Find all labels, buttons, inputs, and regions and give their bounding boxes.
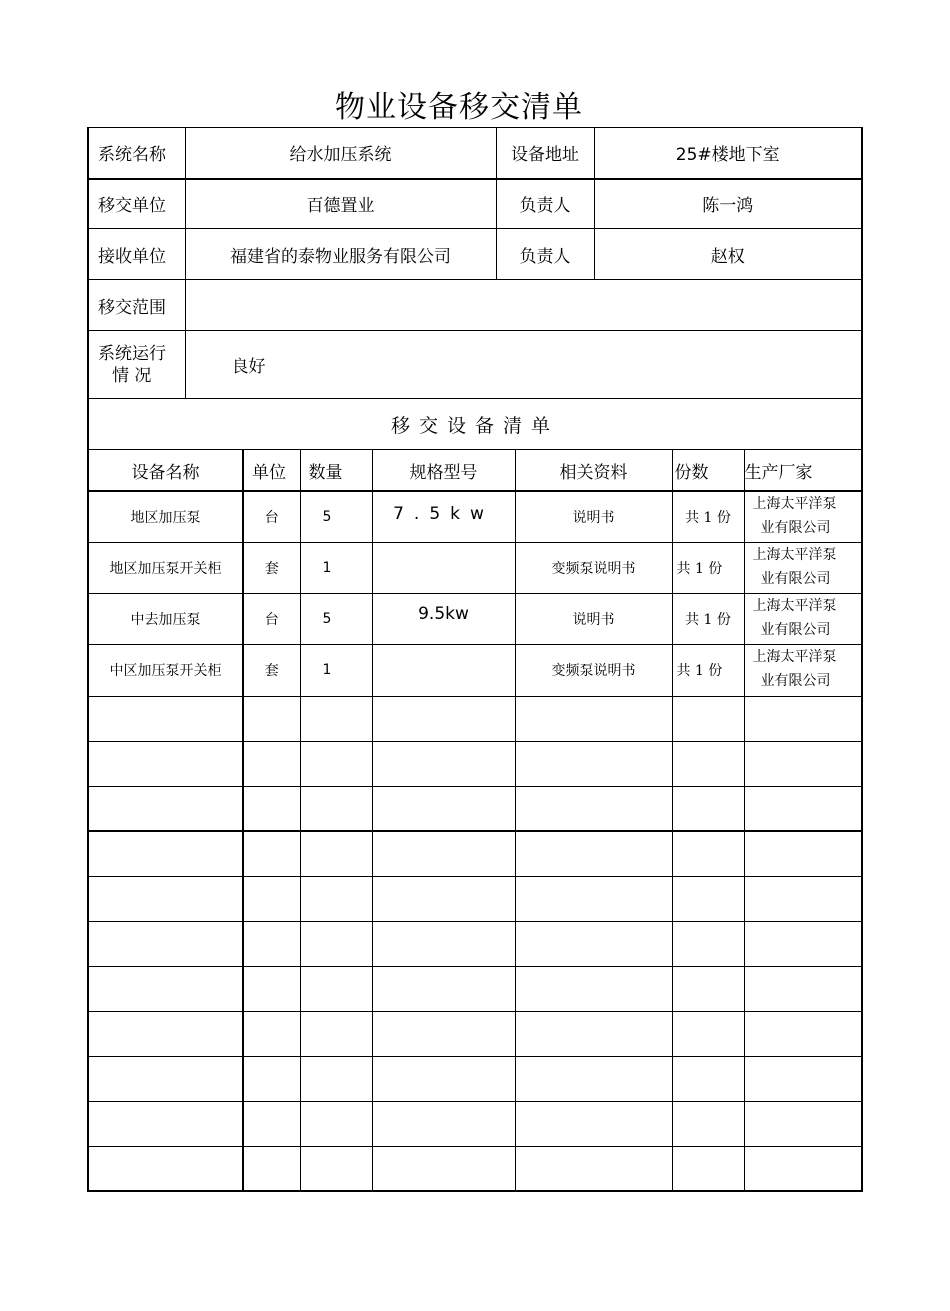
info-row-handover xyxy=(88,179,862,229)
manufacturer-line1: 上海太平洋泵 xyxy=(752,546,837,563)
equipment-unit: 台 xyxy=(243,593,300,644)
handover-unit-label: 移交单位 xyxy=(88,179,185,229)
status-label xyxy=(88,331,185,399)
manufacturer-line1: 上海太平洋泵 xyxy=(752,496,837,512)
empty-row xyxy=(88,1101,862,1146)
manufacturer-line2: 业有限公司 xyxy=(760,570,831,587)
handover-person-label: 负责人 xyxy=(496,179,594,229)
equipment-doc: 说明书 xyxy=(515,491,672,542)
info-row-system xyxy=(88,128,862,179)
info-row-scope xyxy=(88,280,862,331)
equipment-header-row xyxy=(88,450,862,492)
manufacturer-line2: 业有限公司 xyxy=(760,621,831,638)
info-row-receiving xyxy=(88,229,862,280)
manufacturer-line1: 上海太平洋泵 xyxy=(752,597,837,614)
equipment-name: 中区加压泵开关柜 xyxy=(88,644,243,696)
empty-row xyxy=(88,921,862,966)
header-qty: 数量 xyxy=(300,450,372,492)
header-doc: 相关资料 xyxy=(515,450,672,492)
manufacturer-line1: 上海太平洋泵 xyxy=(752,648,837,665)
equipment-list-title: 移交设备清单 xyxy=(88,399,862,450)
empty-row xyxy=(88,786,862,831)
equipment-qty: 1 xyxy=(300,542,372,593)
receiving-unit-label: 接收单位 xyxy=(88,229,185,280)
empty-row xyxy=(88,696,862,741)
header-unit: 单位 xyxy=(243,450,300,492)
empty-row xyxy=(88,741,862,786)
table-row xyxy=(88,593,862,644)
header-manufacturer: 生产厂家 xyxy=(744,450,862,492)
equipment-qty: 1 xyxy=(300,644,372,696)
equipment-doc: 变频泵说明书 xyxy=(515,644,672,696)
page-title: 物业设备移交清单 xyxy=(335,90,583,125)
equipment-spec xyxy=(372,644,515,696)
empty-row xyxy=(88,1146,862,1191)
header-spec: 规格型号 xyxy=(372,450,515,492)
empty-row xyxy=(88,966,862,1011)
table-row xyxy=(88,491,862,542)
equipment-table xyxy=(87,449,863,1192)
manufacturer-line2: 业有限公司 xyxy=(760,672,831,689)
scope-label: 移交范围 xyxy=(88,280,185,331)
status-value: 良好 xyxy=(185,331,862,399)
equipment-manufacturer xyxy=(744,644,862,696)
equipment-spec: 7.5kw xyxy=(372,491,515,542)
equipment-name: 地区加压泵开关柜 xyxy=(88,542,243,593)
equipment-copies: 共 1 份 xyxy=(672,593,744,644)
empty-row xyxy=(88,1056,862,1101)
equipment-name: 地区加压泵 xyxy=(88,491,243,542)
equipment-manufacturer xyxy=(744,593,862,644)
system-name-label: 系统名称 xyxy=(88,128,185,179)
receiving-unit-value: 福建省的泰物业服务有限公司 xyxy=(185,229,496,280)
manufacturer-line2: 业有限公司 xyxy=(760,520,831,536)
equipment-doc: 变频泵说明书 xyxy=(515,542,672,593)
equipment-spec xyxy=(372,542,515,593)
handover-unit-value: 百德置业 xyxy=(185,179,496,229)
header-copies: 份数 xyxy=(672,450,744,492)
receiving-person-label: 负责人 xyxy=(496,229,594,280)
equipment-manufacturer xyxy=(744,491,862,542)
equipment-unit: 台 xyxy=(243,491,300,542)
handover-info-table xyxy=(87,127,863,450)
equipment-name: 中去加压泵 xyxy=(88,593,243,644)
equipment-qty: 5 xyxy=(300,593,372,644)
equipment-copies: 共 1 份 xyxy=(672,491,744,542)
table-row xyxy=(88,542,862,593)
equipment-manufacturer xyxy=(744,542,862,593)
table-row xyxy=(88,644,862,696)
equipment-qty: 5 xyxy=(300,491,372,542)
status-label-line1: 系统运行 xyxy=(98,343,166,364)
equipment-copies: 共 1 份 xyxy=(672,644,744,696)
empty-row xyxy=(88,1011,862,1056)
handover-person-value: 陈一鸿 xyxy=(594,179,862,229)
equipment-unit: 套 xyxy=(243,542,300,593)
equipment-doc: 说明书 xyxy=(515,593,672,644)
status-label-line2: 情 况 xyxy=(112,365,152,386)
scope-value xyxy=(185,280,862,331)
equipment-copies: 共 1 份 xyxy=(672,542,744,593)
header-name: 设备名称 xyxy=(88,450,243,492)
info-row-list-title xyxy=(88,399,862,450)
equipment-unit: 套 xyxy=(243,644,300,696)
system-name-value: 给水加压系统 xyxy=(185,128,496,179)
equipment-spec: 9.5kw xyxy=(372,593,515,644)
location-label: 设备地址 xyxy=(496,128,594,179)
empty-row xyxy=(88,876,862,921)
location-value: 25#楼地下室 xyxy=(594,128,862,179)
empty-row xyxy=(88,831,862,876)
info-row-status xyxy=(88,331,862,399)
receiving-person-value: 赵权 xyxy=(594,229,862,280)
